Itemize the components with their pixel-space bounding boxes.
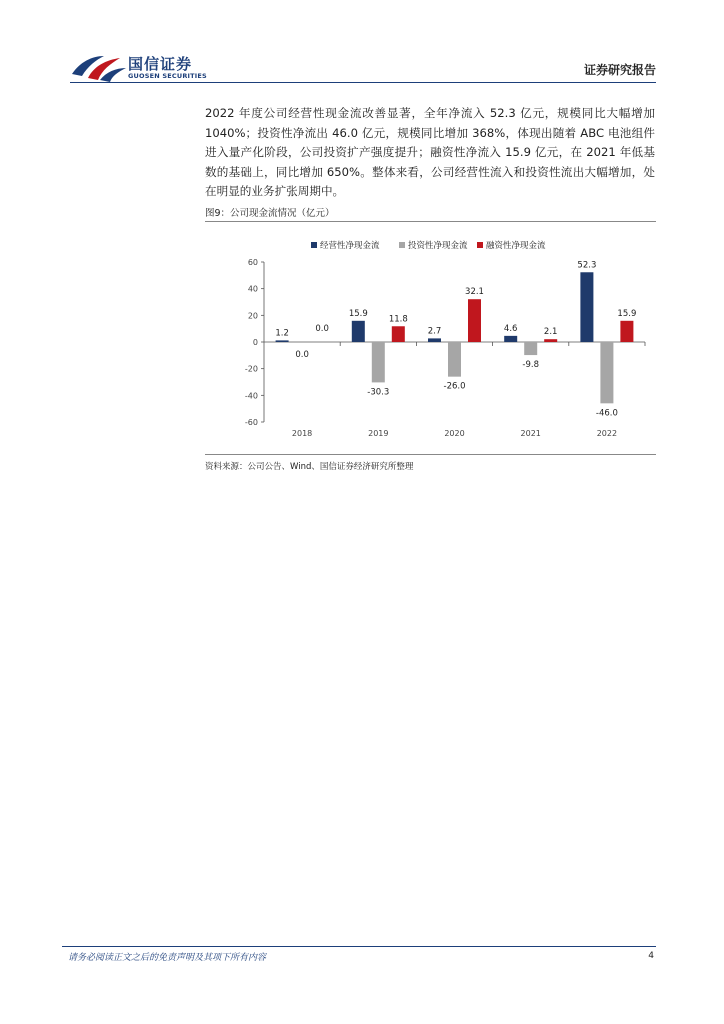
x-tick-label-2019: 2019 (368, 429, 389, 438)
data-label-2-2021: 2.1 (543, 327, 558, 338)
report-type-label: 证券研究报告 (583, 63, 656, 77)
legend-label-2: 融资性净现金流 (486, 241, 546, 251)
data-label-0-2018: 1.2 (275, 328, 289, 339)
data-label-2-2018: 0.0 (315, 324, 329, 334)
data-label-1-2018: 0.0 (295, 350, 309, 360)
legend-label-0: 经营性净现金流 (320, 241, 380, 251)
legend-swatch-2 (477, 242, 483, 248)
y-tick-label: 40 (247, 284, 258, 294)
company-logo (70, 50, 210, 86)
logo-mark-icon (70, 50, 130, 84)
data-label-2-2020: 32.1 (465, 287, 484, 298)
data-label-0-2021: 4.6 (503, 323, 518, 334)
data-label-1-2020: -26.0 (443, 381, 466, 392)
x-tick-label-2018: 2018 (291, 429, 313, 438)
figure-bottom-rule (205, 454, 656, 455)
bar-1-2019 (372, 342, 385, 382)
data-label-1-2021: -9.8 (522, 360, 539, 371)
y-tick-label: -20 (244, 364, 258, 374)
y-tick-label: -40 (244, 391, 258, 401)
bar-0-2019 (352, 321, 365, 342)
figure-source: 资料来源：公司公告、Wind、国信证券经济研究所整理 (205, 462, 414, 472)
bar-1-2021 (524, 342, 537, 355)
data-label-0-2022: 52.3 (577, 260, 597, 271)
bar-0-2022 (580, 272, 593, 342)
figure-top-rule (205, 221, 656, 222)
legend-swatch-0 (311, 242, 317, 248)
y-tick-label: 60 (247, 258, 258, 267)
legend-swatch-1 (399, 242, 405, 248)
footer-divider (62, 946, 656, 947)
body-paragraph: 2022 年度公司经营性现金流改善显著，全年净流入 52.3 亿元，规模同比大幅增加 1040%；投资性净流出 46.0 亿元，规模同比增加 368%，体现出随着 ABC 电池组件进入量产化阶段，公司投资扩产强度提升；融资性净流入 15.9 亿元，在 2021 年低基数的基础上，同比增加 650%。整体来看，公司经营性流入和投资性流出大幅增加，处在明显的业务扩张周期中。 (205, 106, 655, 198)
x-tick-label-2021: 2021 (520, 429, 541, 438)
bar-2-2019 (392, 326, 405, 342)
bar-1-2022 (600, 342, 613, 403)
data-label-2-2019: 11.8 (388, 314, 408, 325)
x-tick-label-2020: 2020 (444, 429, 465, 438)
bar-0-2018 (276, 340, 289, 342)
data-label-0-2020: 2.7 (427, 326, 442, 337)
bar-2-2021 (544, 339, 557, 342)
legend-label-1: 投资性净现金流 (408, 241, 468, 251)
figure-title: 图9：公司现金流情况（亿元） (205, 208, 335, 219)
bar-2-2020 (468, 299, 481, 342)
logo-text-cn: 国信证券 (128, 55, 193, 73)
data-label-2-2022: 15.9 (617, 308, 637, 319)
logo-text-en: GUOSEN SECURITIES (128, 72, 207, 80)
data-label-0-2019: 15.9 (348, 308, 368, 319)
bar-2-2022 (620, 321, 633, 342)
bar-0-2020 (428, 338, 441, 342)
data-label-1-2019: -30.3 (367, 387, 390, 398)
data-label-1-2022: -46.0 (595, 408, 618, 419)
y-tick-label: 0 (252, 338, 258, 347)
footer-disclaimer: 请务必阅读正文之后的免责声明及其项下所有内容 (68, 953, 267, 963)
y-tick-label: -60 (244, 418, 258, 427)
bar-0-2021 (504, 336, 517, 342)
page-number: 4 (648, 951, 654, 961)
cash-flow-bar-chart (205, 230, 656, 450)
y-tick-label: 20 (247, 311, 258, 321)
header-divider (70, 82, 656, 83)
x-tick-label-2022: 2022 (596, 429, 618, 438)
bar-1-2020 (448, 342, 461, 377)
